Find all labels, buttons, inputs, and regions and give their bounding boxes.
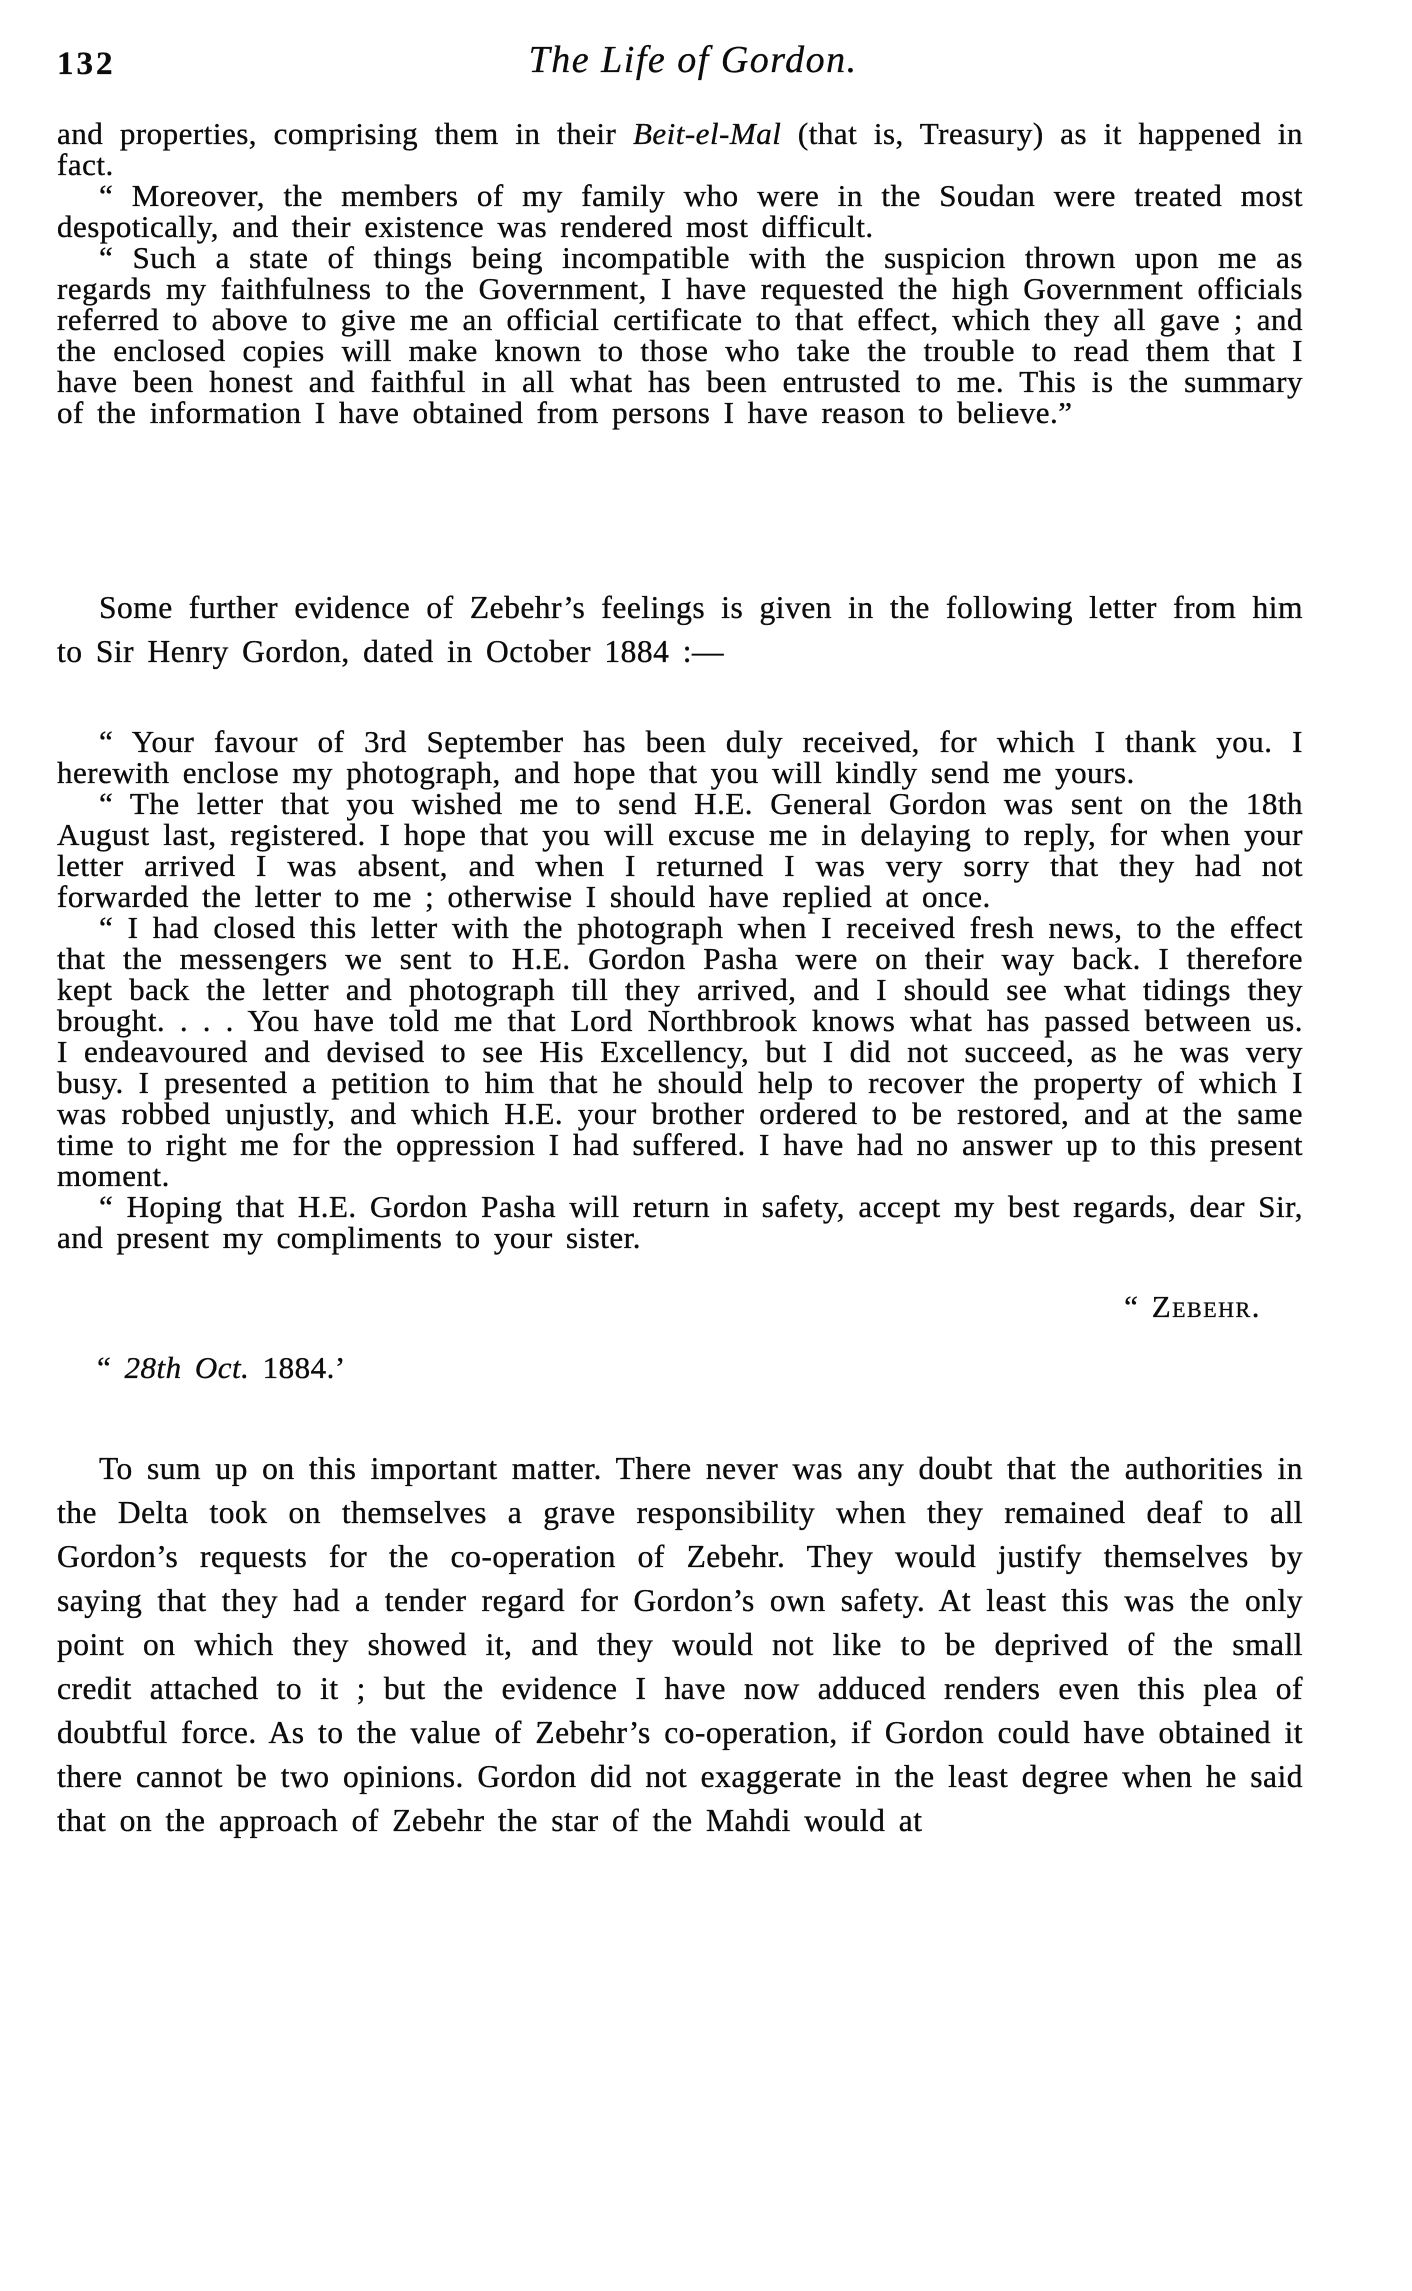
page-body <box>57 118 1303 1843</box>
running-head <box>57 38 1303 96</box>
paragraph-quote-certificate: “ Such a state of things being incompatible with the suspicion thrown upon me as regards my faithfulness to the Government, I have requested the high Government officials referred to above to give me an official certificate to that effect, which they all gave ; and the enclosed copies will make known to those who take the trouble to read them that I have been honest and faithful in all what has been entrusted to me. This is the summary of the information I have obtained from persons I have reason to believe.” <box>57 240 1303 430</box>
continuation-text-after: (that is, Treasury) as it happened in fact. <box>57 116 1304 182</box>
letter-paragraph-hoping: “ Hoping that H.E. Gordon Pasha will return in safety, accept my best regards, dear Sir, and present my compliments to your sister. <box>57 1189 1303 1255</box>
letter-paragraph-letter-sent: “ The letter that you wished me to send H.E. General Gordon was sent on the 18th August last, registered. I hope that you will excuse me in delaying to reply, for when your letter arrived I was absent, and when I returned I was very sorry that they had not forwarded the letter to me ; otherwise I should have replied at once. <box>57 786 1303 914</box>
letter-signature <box>57 1291 1303 1322</box>
paragraph-narrative-intro: Some further evidence of Zebehr’s feelings is given in the following letter from him to Sir Henry Gordon, dated in October 1884 :— <box>57 590 1303 669</box>
paragraph-narrative-summary: To sum up on this important matter. There never was any doubt that the authorities in the Delta took on themselves a grave responsibility when they remained deaf to all Gordon’s requests for the co-operation of Zebehr. They would justify themselves by saying that they had a tender regard for Gordon’s own safety. At least this was the only point on which they showed it, and they would not like to be deprived of the small credit attached to it ; but the evidence I have now adduced renders even this plea of doubtful force. As to the value of Zebehr’s co-operation, if Gordon could have obtained it there cannot be two opinions. Gordon did not exaggerate in the least degree when he said that on the approach of Zebehr the star of the Mahdi would at <box>57 1451 1303 1838</box>
letter-block <box>57 726 1303 1383</box>
letter-dateline <box>97 1352 1303 1383</box>
signature-name: Zebehr. <box>1151 1289 1261 1324</box>
dateline-date: 28th Oct. <box>124 1350 250 1385</box>
letter-paragraph-favour: “ Your favour of 3rd September has been duly received, for which I thank you. I herewith enclose my photograph, and hope that you will kindly send me yours. <box>57 724 1303 790</box>
letter-paragraph-closed-letter: “ I had closed this letter with the photograph when I received fresh news, to the effect that the messengers we sent to H.E. Gordon Pasha were on their way back. I therefore kept back the letter and photograph till they arrived, and I should see what tidings they brought. . . . You have told me that Lord Northbrook knows what has passed between us. I endeavoured and devised to see His Excellency, but I did not succeed, as he was very busy. I presented a petition to him that he should help to recover the property of which I was robbed unjustly, and which H.E. your brother ordered to be restored, and at the same time to right me for the oppression I had suffered. I have had no answer up to this present moment. <box>57 910 1303 1193</box>
dateline-open-quote: “ <box>97 1350 125 1385</box>
italic-term-beit-el-mal: Beit-el-Mal <box>632 116 782 151</box>
signature-open-quote: “ <box>1124 1289 1152 1324</box>
continuation-text-before: and properties, comprising them in their <box>57 116 633 151</box>
paragraph-continuation <box>57 118 1303 180</box>
running-title: The Life of Gordon. <box>528 39 858 81</box>
dateline-year: 1884.’ <box>249 1350 346 1385</box>
paragraph-quote-moreover: “ Moreover, the members of my family who were in the Soudan were treated most despotically, and their existence was rendered most difficult. <box>57 178 1303 244</box>
page-number: 132 <box>57 46 116 82</box>
